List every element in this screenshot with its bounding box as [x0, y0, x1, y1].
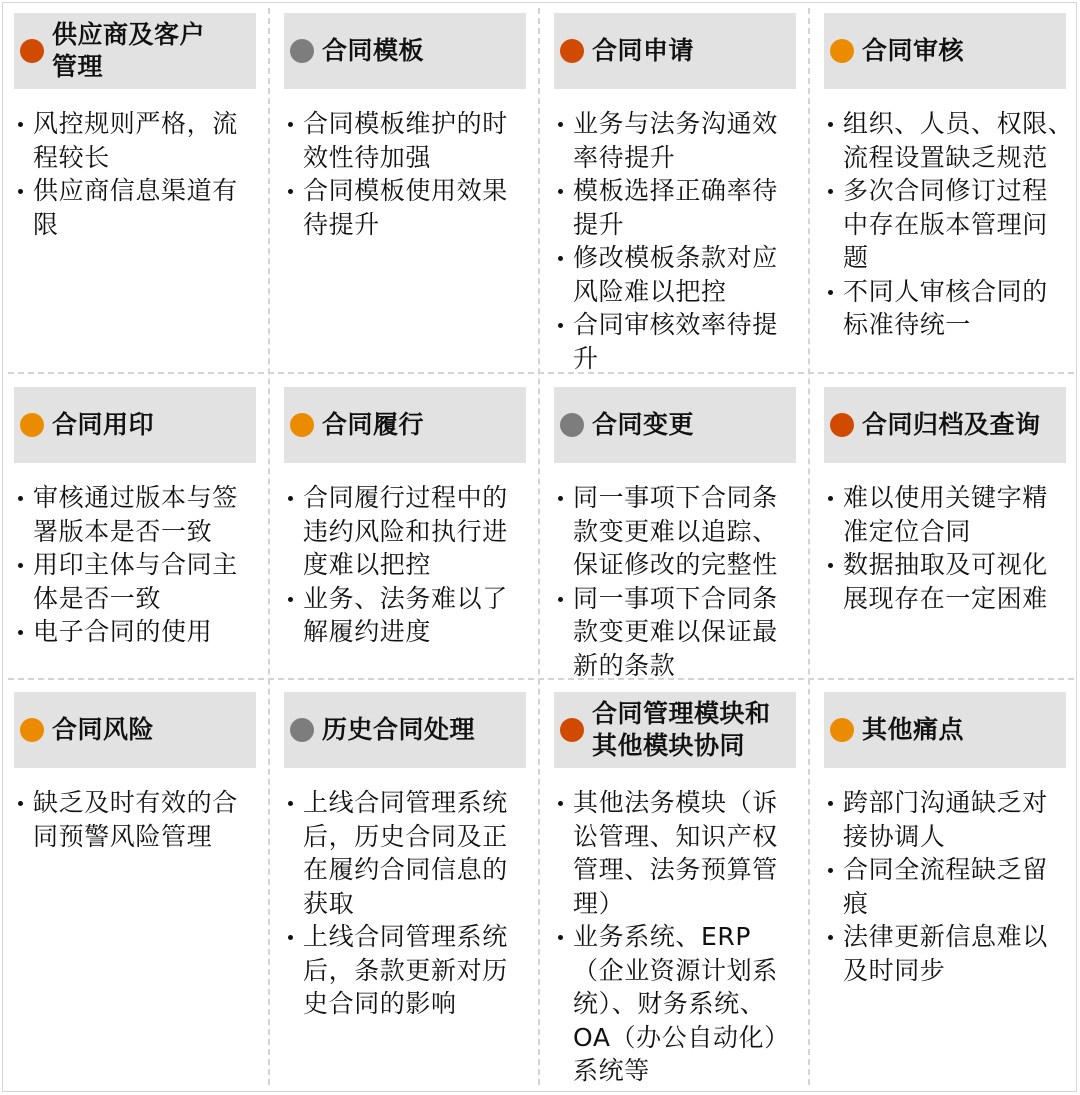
cell-title-line: 合同管理模块和 [592, 699, 771, 728]
issue-line: 风险难以把控 [573, 276, 727, 306]
cell-title-line: 历史合同处理 [322, 715, 476, 744]
cell-title [862, 714, 964, 746]
cell-header [284, 692, 526, 768]
issue-item [288, 174, 544, 241]
issue-line: 同一事项下合同条 [573, 483, 778, 512]
cell-title [322, 714, 475, 746]
issue-line: 在履约合同信息的 [303, 855, 508, 884]
cell-header [554, 692, 796, 768]
issue-list [828, 107, 1080, 342]
cell-title-line: 合同变更 [592, 410, 695, 439]
row-divider [8, 372, 1074, 374]
pain-point-cell [14, 387, 256, 646]
pain-point-cell [554, 13, 796, 373]
status-dot-icon [830, 718, 854, 742]
issue-line: 同一事项下合同条 [573, 583, 778, 613]
issue-line: 款变更难以保证最 [573, 617, 778, 646]
issue-item [288, 920, 544, 1021]
pain-point-cell [554, 692, 796, 1085]
issue-line: 组织、人员、权限、 [843, 109, 1074, 138]
issue-line: 效性待加强 [303, 142, 432, 172]
issue-line: 用印主体与合同主 [33, 550, 238, 579]
pain-point-cell [284, 692, 526, 1018]
issue-item [828, 853, 1080, 920]
issue-line: 限 [33, 209, 59, 239]
issue-item [828, 174, 1080, 275]
issue-list [288, 786, 544, 1021]
status-dot-icon [560, 39, 584, 63]
cell-title-line: 合同用印 [52, 410, 155, 439]
issue-item [288, 786, 544, 920]
issue-list [558, 481, 814, 682]
issue-line: 供应商信息渠道有 [33, 176, 238, 205]
issue-line: 不同人审核合同的 [843, 276, 1048, 306]
issue-list [828, 786, 1080, 987]
issue-line: 违约风险和执行进 [303, 516, 508, 546]
pain-point-cell [824, 692, 1066, 985]
issue-line: 解履约进度 [303, 617, 432, 646]
issue-line: 度难以把控 [303, 550, 432, 579]
issue-line: OA（办公自动化） [573, 1022, 790, 1052]
status-dot-icon [290, 413, 314, 437]
issue-item [828, 275, 1080, 342]
cell-header [284, 13, 526, 89]
issue-line: （企业资源计划系 [573, 955, 778, 985]
cell-title [322, 409, 424, 441]
cell-title [52, 409, 154, 441]
issue-line: 难以使用关键字精 [843, 483, 1048, 512]
issue-item [558, 582, 814, 683]
issue-line: 合同履行过程中的 [303, 483, 508, 512]
pain-point-cell [284, 387, 526, 646]
status-dot-icon [830, 413, 854, 437]
status-dot-icon [20, 718, 44, 742]
cell-title-line: 供应商及客户 [52, 20, 206, 49]
cell-header [14, 13, 256, 89]
issue-line: 体是否一致 [33, 583, 162, 613]
issue-line: 接协调人 [843, 821, 946, 851]
issue-line: 史合同的影响 [303, 989, 457, 1018]
issue-line: 提升 [573, 209, 625, 239]
issue-line: 审核通过版本与签 [33, 483, 238, 512]
cell-title-line: 合同申请 [592, 36, 695, 65]
issue-line: 待提升 [303, 209, 380, 239]
row-divider [8, 678, 1074, 680]
issue-line: 署版本是否一致 [33, 516, 213, 546]
issue-item [828, 481, 1080, 548]
issue-line: 系统等 [573, 1056, 650, 1085]
issue-item [828, 920, 1080, 987]
issue-line: 合同模板维护的时 [303, 109, 508, 138]
cell-title-line: 管理 [52, 52, 104, 81]
issue-item [18, 786, 274, 853]
issue-line: 合同审核效率待提 [573, 310, 778, 339]
cell-title-line: 合同归档及查询 [862, 410, 1041, 439]
status-dot-icon [290, 718, 314, 742]
issue-item [18, 107, 274, 174]
issue-line: 缺乏及时有效的合 [33, 788, 238, 817]
issue-line: 新的条款 [573, 650, 676, 680]
issue-line: 题 [843, 243, 869, 272]
issue-line: 款变更难以追踪、 [573, 516, 778, 546]
issue-line: 准定位合同 [843, 516, 972, 546]
issue-line: 业务与法务沟通效 [573, 109, 778, 138]
cell-title [322, 35, 424, 67]
cell-header [824, 692, 1066, 768]
cell-title-line: 其他模块协同 [592, 731, 746, 760]
status-dot-icon [830, 39, 854, 63]
issue-line: 上线合同管理系统 [303, 788, 508, 817]
cell-header [284, 387, 526, 463]
issue-item [288, 582, 544, 649]
issue-line: 其他法务模块（诉 [573, 788, 778, 817]
issue-item [18, 615, 274, 649]
cell-title-line: 其他痛点 [862, 715, 965, 744]
issue-item [18, 174, 274, 241]
issue-item [828, 786, 1080, 853]
issue-list [18, 107, 274, 241]
issue-line: 讼管理、知识产权 [573, 821, 778, 851]
cell-title [592, 35, 694, 67]
issue-list [288, 107, 544, 241]
issue-line: 数据抽取及可视化 [843, 550, 1048, 579]
issue-line: 理） [573, 888, 625, 918]
issue-item [288, 107, 544, 174]
issue-line: 后，条款更新对历 [303, 955, 508, 985]
issue-line: 电子合同的使用 [33, 617, 213, 646]
issue-line: 跨部门沟通缺乏对 [843, 788, 1048, 817]
issue-line: 流程设置缺乏规范 [843, 142, 1048, 172]
issue-line: 法律更新信息难以 [843, 922, 1048, 951]
cell-header [554, 13, 796, 89]
pain-point-cell [14, 692, 256, 851]
issue-line: 合同全流程缺乏留 [843, 855, 1048, 884]
issue-line: 模板选择正确率待 [573, 176, 778, 205]
pain-point-cell [14, 13, 256, 239]
issue-item [828, 548, 1080, 615]
issue-line: 统）、财务系统、 [573, 989, 766, 1018]
cell-header [14, 692, 256, 768]
issue-line: 同预警风险管理 [33, 821, 213, 851]
issue-item [828, 107, 1080, 174]
issue-line: 风控规则严格，流 [33, 109, 238, 138]
status-dot-icon [20, 39, 44, 63]
cell-title-line: 合同履行 [322, 410, 425, 439]
issue-line: 痕 [843, 888, 869, 918]
status-dot-icon [560, 718, 584, 742]
pain-point-cell [554, 387, 796, 680]
issue-line: 标准待统一 [843, 310, 972, 339]
issue-line: 上线合同管理系统 [303, 922, 508, 951]
issue-line: 获取 [303, 888, 355, 918]
pain-point-cell [824, 387, 1066, 613]
issue-list [558, 107, 814, 375]
issue-line: 展现存在一定困难 [843, 583, 1048, 613]
cell-title-line: 合同风险 [52, 715, 155, 744]
cell-header [824, 387, 1066, 463]
issue-line: 程较长 [33, 142, 110, 172]
issue-item [288, 481, 544, 582]
issue-line: 管理、法务预算管 [573, 855, 778, 884]
issue-line: 升 [573, 343, 599, 373]
issue-list [828, 481, 1080, 615]
cell-title [862, 409, 1041, 441]
status-dot-icon [290, 39, 314, 63]
issue-item [558, 174, 814, 241]
issue-item [18, 481, 274, 548]
cell-title-line: 合同审核 [862, 36, 965, 65]
cell-title [52, 714, 154, 746]
cell-header [554, 387, 796, 463]
issue-list [18, 786, 274, 853]
issue-list [288, 481, 544, 649]
issue-line: 及时同步 [843, 955, 946, 985]
issue-item [558, 107, 814, 174]
issue-item [558, 241, 814, 308]
issue-line: 多次合同修订过程 [843, 176, 1048, 205]
issue-item [558, 481, 814, 582]
cell-title [592, 409, 694, 441]
issue-list [18, 481, 274, 649]
pain-point-cell [284, 13, 526, 239]
pain-point-cell [824, 13, 1074, 339]
issue-line: 修改模板条款对应 [573, 243, 778, 272]
cell-title-line: 合同模板 [322, 36, 425, 65]
issue-item [558, 920, 814, 1088]
issue-line: 中存在版本管理问 [843, 209, 1048, 239]
issue-line: 业务、法务难以了 [303, 583, 508, 613]
cell-title [52, 19, 205, 83]
cell-header [824, 13, 1066, 89]
cell-header [14, 387, 256, 463]
issue-line: 率待提升 [573, 142, 676, 172]
issue-list [558, 786, 814, 1088]
issue-line: 保证修改的完整性 [573, 550, 778, 579]
cell-title [862, 35, 964, 67]
cell-title [592, 698, 771, 762]
issue-item [558, 786, 814, 920]
issue-line: 合同模板使用效果 [303, 176, 508, 205]
status-dot-icon [560, 413, 584, 437]
issue-item [558, 308, 814, 375]
issue-line: 业务系统、ERP [573, 922, 752, 951]
issue-line: 后，历史合同及正 [303, 821, 508, 851]
issue-item [18, 548, 274, 615]
status-dot-icon [20, 413, 44, 437]
